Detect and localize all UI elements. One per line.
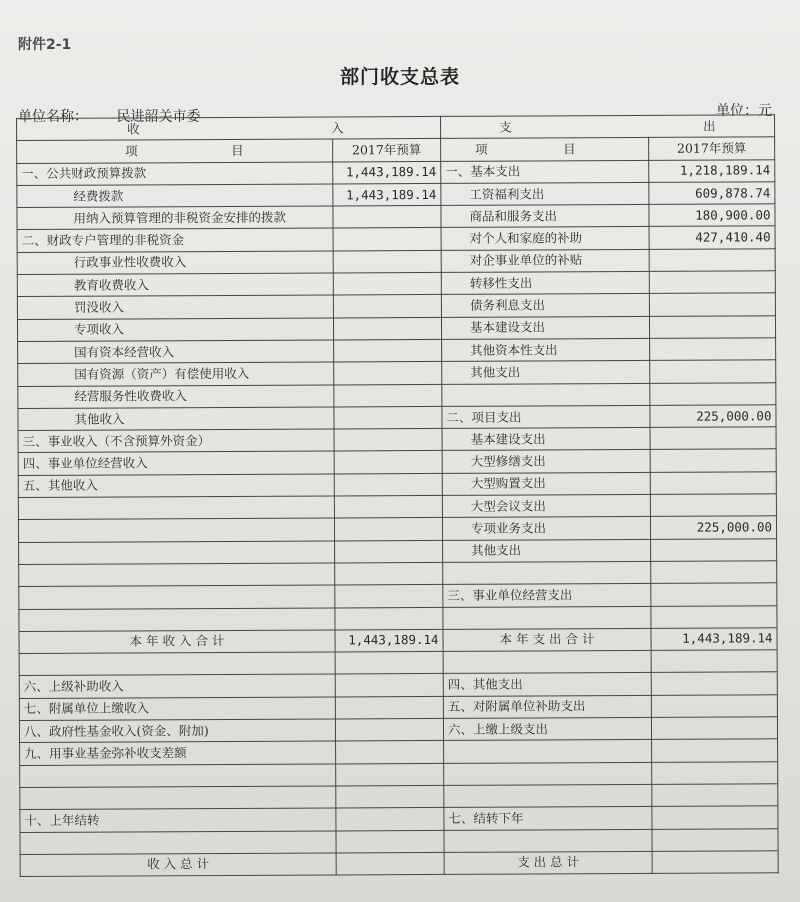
income-item-cell <box>20 830 336 854</box>
income-item-cell: 七、附属单位上缴收入 <box>19 697 335 721</box>
expense-value-cell <box>649 249 775 272</box>
expense-item-cell: 大型修缮支出 <box>442 450 650 473</box>
income-value-cell <box>336 852 444 875</box>
expense-header <box>440 115 774 139</box>
income-item-header <box>17 139 333 163</box>
unit-name-label: 单位名称： <box>18 109 88 125</box>
expense-budget-header: 2017年预算 <box>649 137 775 160</box>
expense-value-cell <box>652 851 778 874</box>
income-value-cell <box>333 295 441 318</box>
expense-item-cell: 大型购置支出 <box>442 472 650 495</box>
expense-item-cell: 基本建设支出 <box>442 428 650 451</box>
expense-item-cell: 本 年 支 出 合 计 <box>443 628 651 651</box>
income-value-cell <box>336 785 444 808</box>
income-item-cell <box>19 607 335 631</box>
income-item-cell: 国有资本经营收入 <box>18 340 334 364</box>
income-value-cell <box>333 250 441 273</box>
attachment-label: 附件2-1 <box>18 37 72 53</box>
expense-item-cell <box>444 762 652 785</box>
income-value-cell <box>335 718 443 741</box>
expense-value-cell: 1,218,189.14 <box>649 159 775 182</box>
expense-value-cell <box>651 583 777 606</box>
income-item-cell: 教育收费收入 <box>17 273 333 297</box>
expense-item-cell: 债务利息支出 <box>441 294 649 317</box>
income-item-cell: 其他收入 <box>18 407 334 431</box>
income-value-cell <box>334 384 442 407</box>
expense-item-header-left: 项 <box>475 141 488 157</box>
expense-item-cell: 五、对附属单位补助支出 <box>443 695 651 718</box>
expense-value-cell <box>650 449 776 472</box>
income-value-cell <box>335 540 443 563</box>
expense-item-cell <box>443 606 651 629</box>
expense-item-cell: 其他资本性支出 <box>442 338 650 361</box>
expense-value-cell: 609,878.74 <box>649 182 775 205</box>
expense-value-cell <box>650 360 776 383</box>
income-header-left: 收 <box>127 121 140 137</box>
income-item-cell <box>19 563 335 587</box>
expense-value-cell: 180,900.00 <box>649 204 775 227</box>
income-value-cell: 1,443,189.14 <box>335 629 443 652</box>
income-item-cell: 一、公共财政预算拨款 <box>17 162 333 186</box>
expense-item-cell <box>444 784 652 807</box>
expense-item-cell: 支 出 总 计 <box>444 851 652 874</box>
expense-item-cell: 二、项目支出 <box>442 405 650 428</box>
expense-value-cell <box>652 784 778 807</box>
income-value-cell: 1,443,189.14 <box>333 161 441 184</box>
expense-header-right: 出 <box>703 118 716 134</box>
income-value-cell <box>334 451 442 474</box>
income-header-right: 入 <box>331 120 344 136</box>
expense-item-cell: 基本建设支出 <box>441 316 649 339</box>
income-item-cell: 二、财政专户管理的非税资金 <box>17 228 333 252</box>
expense-item-cell <box>443 651 651 674</box>
expense-value-cell <box>650 472 776 495</box>
expense-value-cell <box>652 761 778 784</box>
income-item-cell: 罚没收入 <box>17 295 333 319</box>
income-item-cell: 本 年 收 入 合 计 <box>19 630 335 654</box>
expense-item-cell: 商品和服务支出 <box>441 205 649 228</box>
expense-value-cell: 1,443,189.14 <box>651 628 777 651</box>
expense-item-cell: 对个人和家庭的补助 <box>441 227 649 250</box>
income-item-cell <box>19 585 335 609</box>
expense-value-cell <box>651 605 777 628</box>
expense-item-cell <box>443 561 651 584</box>
expense-value-cell <box>652 828 778 851</box>
expense-value-cell <box>650 494 776 517</box>
income-value-cell <box>335 674 443 697</box>
income-value-cell <box>335 607 443 630</box>
income-item-cell: 经营服务性收费收入 <box>18 385 334 409</box>
expense-item-cell <box>444 829 652 852</box>
expense-value-cell <box>650 427 776 450</box>
expense-value-cell <box>649 315 775 338</box>
income-value-cell <box>333 228 441 251</box>
expense-value-cell: 225,000.00 <box>650 405 776 428</box>
expense-value-cell <box>650 382 776 405</box>
income-value-cell <box>334 518 442 541</box>
expense-item-cell <box>444 740 652 763</box>
expense-value-cell <box>652 806 778 829</box>
income-item-cell: 九、用事业基金弥补收支差额 <box>20 741 336 765</box>
expense-value-cell <box>651 538 777 561</box>
expense-value-cell: 427,410.40 <box>649 226 775 249</box>
budget-table <box>16 114 779 877</box>
income-item-cell: 六、上级补助收入 <box>19 674 335 698</box>
expense-item-cell <box>442 383 650 406</box>
expense-value-cell <box>651 695 777 718</box>
income-budget-header: 2017年预算 <box>333 139 441 162</box>
income-value-cell <box>336 741 444 764</box>
expense-item-cell: 其他支出 <box>442 361 650 384</box>
income-item-cell: 八、政府性基金收入(资金、附加) <box>19 719 335 743</box>
expense-item-cell: 四、其他支出 <box>443 673 651 696</box>
expense-value-cell <box>650 338 776 361</box>
income-value-cell <box>336 763 444 786</box>
income-item-header-left: 项 <box>125 143 138 159</box>
income-value-cell <box>335 696 443 719</box>
expense-item-cell: 六、上缴上级支出 <box>443 717 651 740</box>
page-title: 部门收支总表 <box>339 66 460 88</box>
income-item-cell <box>20 764 336 788</box>
expense-value-cell <box>649 271 775 294</box>
income-item-cell: 十、上年结转 <box>20 808 336 832</box>
expense-value-cell <box>649 293 775 316</box>
income-value-cell <box>336 830 444 853</box>
currency-unit: 单位：元 <box>716 103 772 119</box>
income-item-cell <box>19 652 335 676</box>
expense-item-header-right: 目 <box>563 141 576 157</box>
expense-item-cell: 对企事业单位的补贴 <box>441 249 649 272</box>
income-value-cell <box>334 429 442 452</box>
income-value-cell <box>335 562 443 585</box>
income-value-cell <box>335 585 443 608</box>
table-row <box>20 851 778 877</box>
expense-value-cell <box>651 672 777 695</box>
expense-item-cell: 转移性支出 <box>441 271 649 294</box>
budget-table-wrapper <box>16 114 779 877</box>
expense-value-cell <box>651 561 777 584</box>
income-item-cell: 收 入 总 计 <box>20 853 336 877</box>
income-value-cell <box>333 317 441 340</box>
expense-item-cell: 七、结转下年 <box>444 807 652 830</box>
income-header <box>17 116 441 140</box>
income-value-cell <box>334 339 442 362</box>
income-item-cell: 行政事业性收费收入 <box>17 251 333 275</box>
expense-item-cell: 大型会议支出 <box>442 494 650 517</box>
expense-value-cell <box>652 739 778 762</box>
income-value-cell <box>333 273 441 296</box>
expense-header-left: 支 <box>499 119 512 135</box>
income-item-cell <box>19 541 335 565</box>
income-item-cell: 国有资源（资产）有偿使用收入 <box>18 362 334 386</box>
expense-item-cell: 一、基本支出 <box>441 160 649 183</box>
income-item-cell: 三、事业收入（不含预算外资金） <box>18 429 334 453</box>
income-item-cell: 四、事业单位经营收入 <box>18 451 334 475</box>
income-item-cell <box>20 786 336 810</box>
expense-item-cell: 其他支出 <box>443 539 651 562</box>
income-value-cell: 1,443,189.14 <box>333 183 441 206</box>
income-value-cell <box>334 362 442 385</box>
income-value-cell <box>333 206 441 229</box>
income-item-cell: 五、其他收入 <box>18 474 334 498</box>
expense-value-cell <box>651 650 777 673</box>
income-value-cell <box>336 808 444 831</box>
expense-item-cell: 工资福利支出 <box>441 182 649 205</box>
income-value-cell <box>334 495 442 518</box>
income-value-cell <box>335 652 443 675</box>
income-value-cell <box>334 473 442 496</box>
income-item-cell: 用纳入预算管理的非税资金安排的拨款 <box>17 206 333 230</box>
income-item-cell: 专项收入 <box>17 318 333 342</box>
income-item-header-right: 目 <box>231 142 244 158</box>
expense-item-cell: 三、事业单位经营支出 <box>443 584 651 607</box>
income-item-cell <box>18 496 334 520</box>
income-item-cell <box>18 518 334 542</box>
expense-value-cell <box>651 717 777 740</box>
unit-name-value: 民进韶关市委 <box>116 109 201 125</box>
expense-value-cell: 225,000.00 <box>650 516 776 539</box>
expense-item-cell: 专项业务支出 <box>442 517 650 540</box>
expense-item-header <box>441 138 649 161</box>
income-value-cell <box>334 406 442 429</box>
income-item-cell: 经费拨款 <box>17 184 333 208</box>
